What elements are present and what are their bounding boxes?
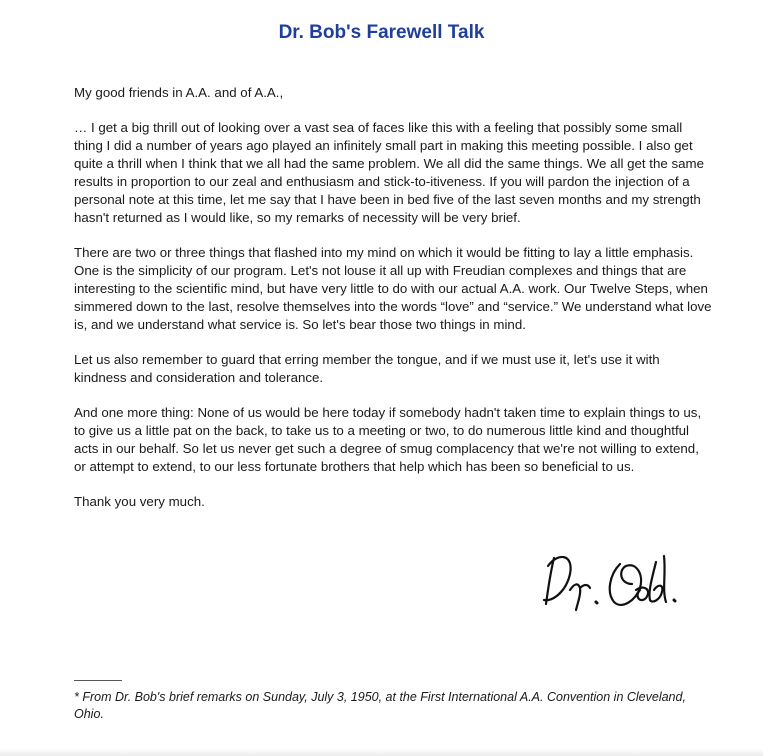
paragraph-2: There are two or three things that flashed into my mind on which it would be fitting to lay a little emphasis. One is the simplicity of our program. Let's not louse it all up with Freudian complexes and things that are interesting to the scientific mind, but have very little to do with our actual A.A. work. Our Twelve Steps, when simmered down to the last, resolve themselves into the words “love” and “service.” We understand what love is, and we understand what service is. So let's bear those two things in mind. — [74, 245, 712, 332]
closing-line: Thank you very much. — [74, 494, 205, 509]
document-title: Dr. Bob's Farewell Talk — [278, 22, 485, 43]
paragraph-4: And one more thing: None of us would be here today if somebody hadn't taken time to explain things to us, to give us a little pat on the back, to take us to a meeting or two, to do numerous little kind and thoughtful acts in our behalf. So let us never get such a degree of smug complacency that we're not willing to extend, or attempt to extend, to our less fortunate brothers that help which has been so beneficial to us. — [74, 405, 702, 474]
footnote-divider — [74, 680, 122, 681]
paragraph-3: Let us also remember to guard that erring member the tongue, and if we must use it, let's use it with kindness and consideration and tolerance. — [74, 352, 660, 385]
salutation: My good friends in A.A. and of A.A., — [74, 85, 284, 100]
page-bottom-edge — [0, 748, 763, 756]
document-body — [74, 84, 714, 528]
handwritten-signature — [540, 544, 700, 628]
paragraph-1: … I get a big thrill out of looking over a vast sea of faces like this with a feeling that possibly some small thing I did a number of years ago played an infinitely small part in making this meeting possible. I also get quite a thrill when I think that we all had the same problem. We all did the same things. We all get the same results in proportion to our zeal and enthusiasm and stick-to-itiveness. If you will pardon the injection of a personal note at this time, let me say that I have been in bed five of the last seven months and my strength hasn't returned as I would like, so my remarks of necessity will be very brief. — [74, 120, 704, 225]
footnote: * From Dr. Bob's brief remarks on Sunday, July 3, 1950, at the First International A.A. Convention in Cleveland, Ohio. — [74, 690, 686, 721]
